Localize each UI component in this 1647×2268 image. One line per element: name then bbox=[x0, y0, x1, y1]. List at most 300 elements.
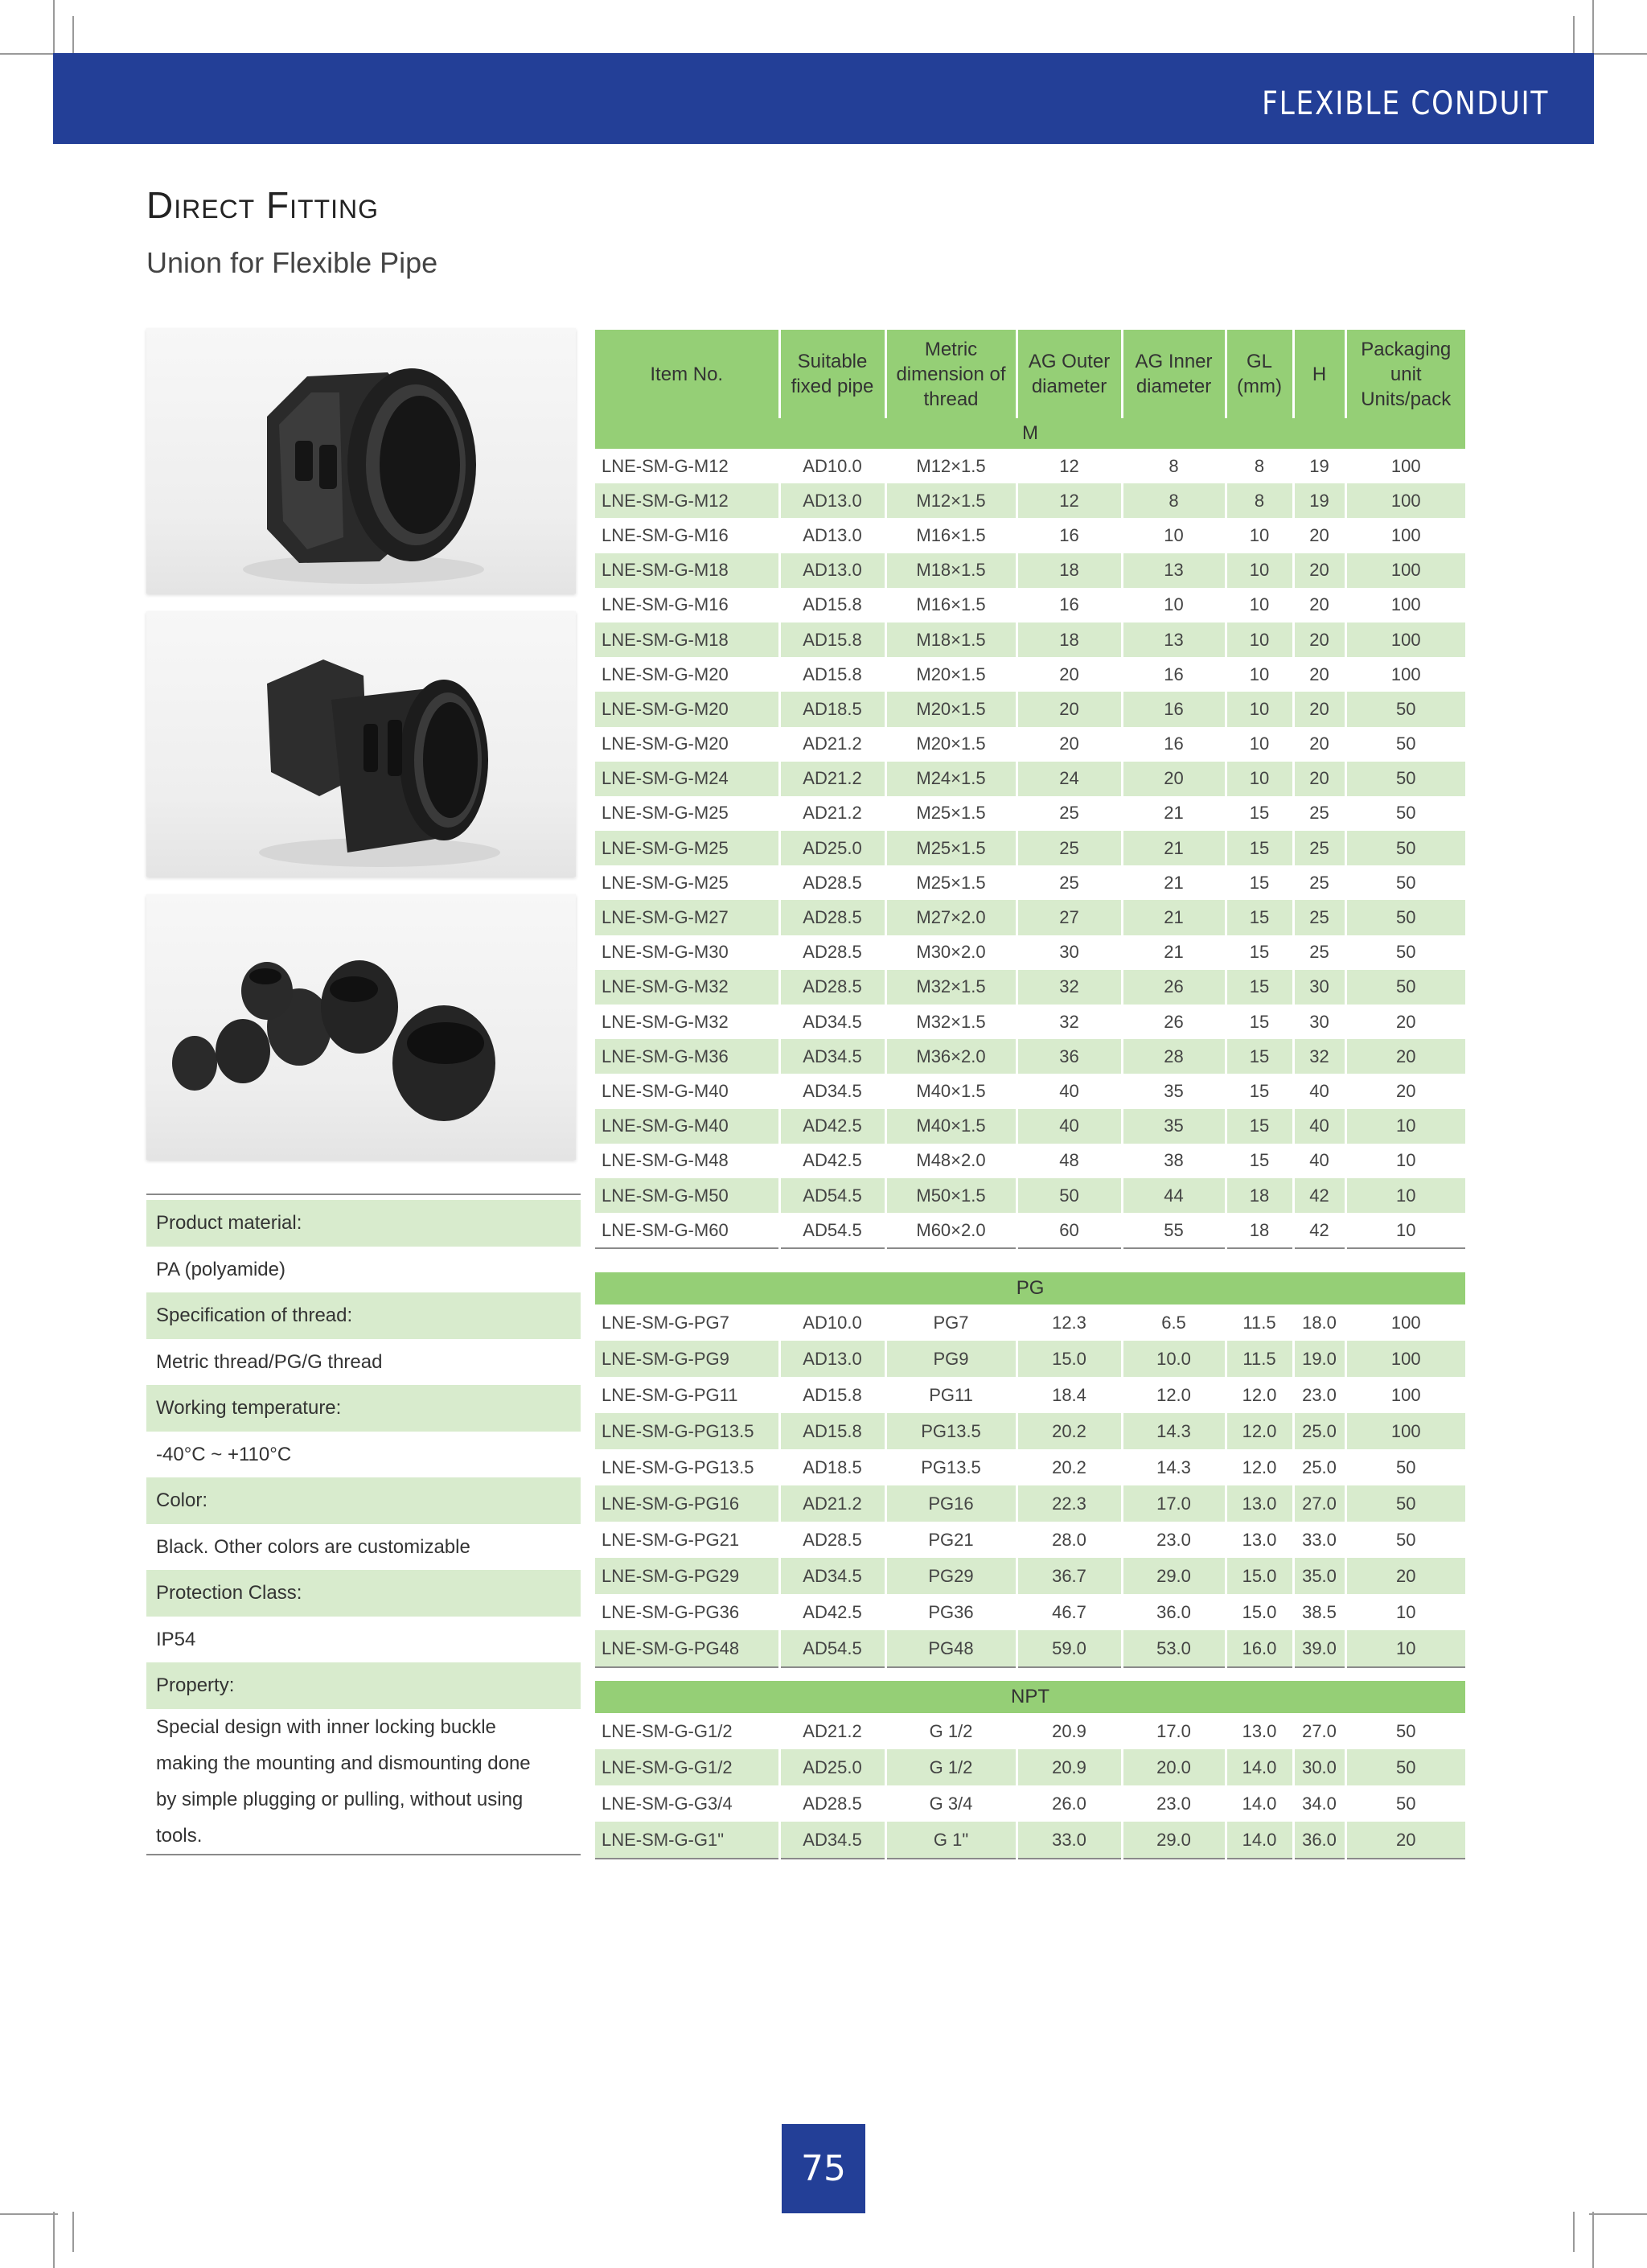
table-cell: 21 bbox=[1122, 935, 1226, 970]
crop-mark bbox=[0, 53, 58, 55]
item-number-cell: LNE-SM-G-M36 bbox=[595, 1039, 779, 1074]
table-cell: 100 bbox=[1390, 594, 1421, 615]
table-cell: PG13.5 bbox=[885, 1449, 1017, 1485]
item-number-cell: LNE-SM-G-PG16 bbox=[595, 1485, 779, 1522]
item-number-cell: LNE-SM-G-M50 bbox=[595, 1178, 779, 1213]
table-cell: M32×1.5 bbox=[885, 1005, 1017, 1039]
table-row bbox=[595, 970, 1465, 1005]
col-header: Packaging unit Units/pack bbox=[1345, 330, 1465, 418]
table-cell: AD28.5 bbox=[779, 970, 885, 1005]
item-number-cell: LNE-SM-G-M25 bbox=[595, 831, 779, 865]
table-cell: 10 bbox=[1226, 588, 1293, 622]
table-cell: 6.5 bbox=[1122, 1305, 1226, 1341]
table-cell: 60 bbox=[1017, 1213, 1122, 1248]
table-cell: 100 bbox=[1345, 483, 1465, 518]
col-header: H bbox=[1293, 330, 1345, 418]
table-cell: AD28.5 bbox=[779, 1785, 885, 1822]
table-cell: 30 bbox=[1293, 970, 1345, 1005]
table-cell: 22.3 bbox=[1017, 1485, 1122, 1522]
table-cell: 16 bbox=[1017, 588, 1122, 622]
table-cell: 50 bbox=[1396, 872, 1416, 893]
spec-value-property-line: tools. bbox=[156, 1824, 203, 1847]
item-number-cell: LNE-SM-G-M48 bbox=[595, 1144, 779, 1178]
table-cell: 28.0 bbox=[1017, 1522, 1122, 1558]
table-row bbox=[595, 622, 1465, 657]
table-cell: 16 bbox=[1122, 727, 1226, 762]
table-cell: 42 bbox=[1293, 1178, 1345, 1213]
table-cell: PG29 bbox=[885, 1558, 1017, 1594]
table-cell: 25 bbox=[1293, 796, 1345, 831]
table-cell: M32×1.5 bbox=[885, 970, 1017, 1005]
spec-value-property-line: by simple plugging or pulling, without using bbox=[156, 1788, 524, 1810]
table-cell: 20 bbox=[1396, 1011, 1416, 1032]
table-cell: 16.0 bbox=[1226, 1630, 1293, 1667]
table-row bbox=[595, 1341, 1465, 1377]
table-cell: 100 bbox=[1345, 553, 1465, 588]
table-cell: 24 bbox=[1017, 762, 1122, 796]
item-number-cell: LNE-SM-G-G3/4 bbox=[595, 1785, 779, 1822]
table-cell: 20 bbox=[1293, 622, 1345, 657]
table-cell: 21 bbox=[1122, 831, 1226, 865]
table-row bbox=[595, 1144, 1465, 1178]
item-number-cell: LNE-SM-G-PG13.5 bbox=[595, 1413, 779, 1449]
table-cell: 50 bbox=[1396, 803, 1416, 824]
table-cell: 14.3 bbox=[1122, 1413, 1226, 1449]
item-number-cell: LNE-SM-G-M18 bbox=[595, 622, 779, 657]
table-cell: AD21.2 bbox=[779, 762, 885, 796]
table-cell: 8 bbox=[1226, 483, 1293, 518]
table-cell: M12×1.5 bbox=[885, 449, 1017, 483]
table-header-row bbox=[595, 330, 1465, 418]
table-row bbox=[595, 588, 1465, 622]
table-cell: 16 bbox=[1122, 657, 1226, 692]
table-cell: 36.0 bbox=[1122, 1594, 1226, 1630]
table-row bbox=[595, 1305, 1465, 1341]
table-cell: 32 bbox=[1017, 1005, 1122, 1039]
table-cell: 19.0 bbox=[1293, 1341, 1345, 1377]
item-number-cell: LNE-SM-G-PG36 bbox=[595, 1594, 779, 1630]
spec-value-protection: IP54 bbox=[156, 1628, 196, 1650]
table-cell: 36.0 bbox=[1293, 1822, 1345, 1859]
item-number-cell: LNE-SM-G-PG7 bbox=[595, 1305, 779, 1341]
table-cell: 29.0 bbox=[1122, 1558, 1226, 1594]
table-cell: 12.0 bbox=[1226, 1413, 1293, 1449]
table-cell: 46.7 bbox=[1017, 1594, 1122, 1630]
col-header: Item No. bbox=[595, 330, 779, 418]
table-cell: AD13.0 bbox=[779, 553, 885, 588]
table-cell: 10 bbox=[1396, 1219, 1416, 1240]
table-cell: 20 bbox=[1396, 1080, 1416, 1101]
crop-mark bbox=[53, 0, 55, 58]
table-cell: AD15.8 bbox=[779, 1377, 885, 1413]
table-cell: AD25.0 bbox=[779, 831, 885, 865]
spec-label-property: Property: bbox=[146, 1662, 581, 1709]
crop-mark bbox=[1592, 0, 1594, 58]
table-cell: 50 bbox=[1396, 1457, 1416, 1477]
table-cell: AD34.5 bbox=[779, 1822, 885, 1859]
crop-mark bbox=[1592, 2212, 1594, 2268]
table-row bbox=[595, 1074, 1465, 1108]
table-cell: 15 bbox=[1226, 1005, 1293, 1039]
table-cell: 100 bbox=[1345, 1341, 1465, 1377]
table-cell: 15.0 bbox=[1017, 1341, 1122, 1377]
table-cell: 13 bbox=[1122, 553, 1226, 588]
table-cell: 100 bbox=[1390, 524, 1421, 545]
table-cell: 35 bbox=[1122, 1074, 1226, 1108]
spec-table-m bbox=[595, 330, 1465, 1249]
table-cell: M60×2.0 bbox=[885, 1213, 1017, 1248]
table-cell: 21 bbox=[1122, 865, 1226, 900]
table-cell: 35.0 bbox=[1293, 1558, 1345, 1594]
table-cell: AD54.5 bbox=[779, 1178, 885, 1213]
section-header-row bbox=[595, 1272, 1465, 1305]
table-cell: 50 bbox=[1345, 762, 1465, 796]
table-cell: 15.0 bbox=[1226, 1594, 1293, 1630]
crop-mark bbox=[1573, 16, 1575, 58]
item-number-cell: LNE-SM-G-M20 bbox=[595, 692, 779, 726]
col-header: Metric dimension of thread bbox=[885, 330, 1017, 418]
table-cell: M48×2.0 bbox=[885, 1144, 1017, 1178]
table-cell: 13.0 bbox=[1226, 1485, 1293, 1522]
table-cell: 13.0 bbox=[1226, 1522, 1293, 1558]
item-number-cell: LNE-SM-G-M32 bbox=[595, 970, 779, 1005]
table-cell: 50 bbox=[1345, 1749, 1465, 1785]
table-cell: 10 bbox=[1226, 657, 1293, 692]
table-cell: 18.0 bbox=[1293, 1305, 1345, 1341]
spec-value-property-line: making the mounting and dismounting done bbox=[156, 1752, 531, 1774]
table-row bbox=[595, 1485, 1465, 1522]
table-row bbox=[595, 1413, 1465, 1449]
table-cell: M12×1.5 bbox=[885, 483, 1017, 518]
table-cell: 25 bbox=[1293, 900, 1345, 935]
table-cell: M40×1.5 bbox=[885, 1109, 1017, 1144]
table-cell: G 1" bbox=[885, 1822, 1017, 1859]
table-row bbox=[595, 1449, 1465, 1485]
table-cell: AD28.5 bbox=[779, 900, 885, 935]
table-cell: AD34.5 bbox=[779, 1558, 885, 1594]
table-cell: 10.0 bbox=[1122, 1341, 1226, 1377]
spec-value-material: PA (polyamide) bbox=[156, 1258, 285, 1280]
item-number-cell: LNE-SM-G-G1/2 bbox=[595, 1749, 779, 1785]
item-number-cell: LNE-SM-G-M16 bbox=[595, 518, 779, 553]
table-cell: 18.4 bbox=[1017, 1377, 1122, 1413]
table-cell: M25×1.5 bbox=[885, 865, 1017, 900]
table-cell: 15 bbox=[1226, 831, 1293, 865]
table-cell: 44 bbox=[1122, 1178, 1226, 1213]
item-number-cell: LNE-SM-G-M40 bbox=[595, 1074, 779, 1108]
item-number-cell: LNE-SM-G-M60 bbox=[595, 1213, 779, 1248]
table-row bbox=[595, 900, 1465, 935]
table-cell: 20 bbox=[1293, 762, 1345, 796]
table-cell: M50×1.5 bbox=[885, 1178, 1017, 1213]
table-cell: M40×1.5 bbox=[885, 1074, 1017, 1108]
table-cell: 50 bbox=[1396, 942, 1416, 963]
table-cell: 40 bbox=[1293, 1109, 1345, 1144]
table-cell: 100 bbox=[1345, 622, 1465, 657]
table-cell: 50 bbox=[1396, 733, 1416, 754]
table-cell: 30 bbox=[1293, 1005, 1345, 1039]
table-row bbox=[595, 935, 1465, 970]
table-cell: M36×2.0 bbox=[885, 1039, 1017, 1074]
table-cell: 12.3 bbox=[1017, 1305, 1122, 1341]
table-row bbox=[595, 1522, 1465, 1558]
table-cell: AD21.2 bbox=[779, 796, 885, 831]
table-row bbox=[595, 657, 1465, 692]
item-number-cell: LNE-SM-G-PG48 bbox=[595, 1630, 779, 1667]
section-label: M bbox=[595, 418, 1465, 449]
table-cell: 23.0 bbox=[1122, 1522, 1226, 1558]
table-cell: 100 bbox=[1390, 455, 1421, 476]
table-cell: AD21.2 bbox=[779, 1713, 885, 1749]
table-cell: 25 bbox=[1293, 935, 1345, 970]
table-cell: M27×2.0 bbox=[885, 900, 1017, 935]
table-cell: 48 bbox=[1017, 1144, 1122, 1178]
table-cell: 39.0 bbox=[1293, 1630, 1345, 1667]
spec-table-pg bbox=[595, 1272, 1465, 1668]
table-cell: 15 bbox=[1226, 900, 1293, 935]
table-cell: 50 bbox=[1345, 970, 1465, 1005]
table-cell: 15 bbox=[1226, 1109, 1293, 1144]
table-cell: 10 bbox=[1226, 553, 1293, 588]
table-cell: 23.0 bbox=[1122, 1785, 1226, 1822]
table-row bbox=[595, 1785, 1465, 1822]
page-title: Direct Fitting bbox=[146, 184, 379, 226]
table-cell: 20.9 bbox=[1017, 1749, 1122, 1785]
table-cell: AD13.0 bbox=[779, 1341, 885, 1377]
table-cell: 50 bbox=[1345, 900, 1465, 935]
table-cell: 12.0 bbox=[1226, 1449, 1293, 1485]
item-number-cell: LNE-SM-G-PG9 bbox=[595, 1341, 779, 1377]
table-cell: 10 bbox=[1226, 518, 1293, 553]
table-cell: 30 bbox=[1017, 935, 1122, 970]
table-cell: 100 bbox=[1390, 1312, 1421, 1333]
table-cell: 18 bbox=[1017, 622, 1122, 657]
page-number: 75 bbox=[782, 2124, 865, 2213]
table-cell: 50 bbox=[1345, 1485, 1465, 1522]
table-cell: 21 bbox=[1122, 796, 1226, 831]
table-cell: 40 bbox=[1293, 1074, 1345, 1108]
table-row bbox=[595, 518, 1465, 553]
table-cell: PG11 bbox=[885, 1377, 1017, 1413]
spec-block bbox=[146, 1194, 581, 1855]
table-cell: 50 bbox=[1017, 1178, 1122, 1213]
table-cell: AD10.0 bbox=[779, 449, 885, 483]
table-cell: 21 bbox=[1122, 900, 1226, 935]
table-cell: M20×1.5 bbox=[885, 657, 1017, 692]
item-number-cell: LNE-SM-G-M12 bbox=[595, 483, 779, 518]
table-cell: AD13.0 bbox=[779, 518, 885, 553]
table-row bbox=[595, 1109, 1465, 1144]
table-cell: 8 bbox=[1122, 449, 1226, 483]
table-cell: 28 bbox=[1122, 1039, 1226, 1074]
table-cell: AD34.5 bbox=[779, 1074, 885, 1108]
table-cell: 26 bbox=[1122, 970, 1226, 1005]
table-cell: 20 bbox=[1293, 692, 1345, 726]
table-cell: 53.0 bbox=[1122, 1630, 1226, 1667]
table-cell: 25 bbox=[1017, 865, 1122, 900]
table-cell: 15 bbox=[1226, 1074, 1293, 1108]
table-cell: 40 bbox=[1017, 1109, 1122, 1144]
table-cell: 25 bbox=[1017, 831, 1122, 865]
table-cell: M25×1.5 bbox=[885, 796, 1017, 831]
table-cell: 50 bbox=[1396, 1529, 1416, 1550]
table-cell: 23.0 bbox=[1293, 1377, 1345, 1413]
table-row bbox=[595, 1713, 1465, 1749]
table-cell: 32 bbox=[1017, 970, 1122, 1005]
table-cell: 10 bbox=[1345, 1109, 1465, 1144]
table-cell: 15 bbox=[1226, 1144, 1293, 1178]
table-cell: 30.0 bbox=[1293, 1749, 1345, 1785]
spec-label-material: Product material: bbox=[146, 1200, 581, 1247]
table-cell: 11.5 bbox=[1226, 1305, 1293, 1341]
item-number-cell: LNE-SM-G-M18 bbox=[595, 553, 779, 588]
item-number-cell: LNE-SM-G-PG13.5 bbox=[595, 1449, 779, 1485]
spec-label-protection: Protection Class: bbox=[146, 1570, 581, 1617]
product-photo-angle bbox=[146, 611, 576, 877]
table-cell: 40 bbox=[1293, 1144, 1345, 1178]
table-cell: 11.5 bbox=[1226, 1341, 1293, 1377]
table-cell: PG7 bbox=[885, 1305, 1017, 1341]
table-cell: M24×1.5 bbox=[885, 762, 1017, 796]
table-cell: 20 bbox=[1293, 727, 1345, 762]
item-number-cell: LNE-SM-G-M20 bbox=[595, 727, 779, 762]
table-cell: 10 bbox=[1226, 692, 1293, 726]
table-cell: 13.0 bbox=[1226, 1713, 1293, 1749]
table-cell: 36 bbox=[1017, 1039, 1122, 1074]
table-cell: 15 bbox=[1226, 935, 1293, 970]
table-cell: AD34.5 bbox=[779, 1005, 885, 1039]
spec-label-color: Color: bbox=[146, 1477, 581, 1524]
table-row bbox=[595, 1178, 1465, 1213]
table-cell: 8 bbox=[1122, 483, 1226, 518]
table-cell: G 1/2 bbox=[885, 1749, 1017, 1785]
table-cell: 33.0 bbox=[1293, 1522, 1345, 1558]
table-cell: 14.0 bbox=[1226, 1822, 1293, 1859]
table-cell: M25×1.5 bbox=[885, 831, 1017, 865]
table-cell: 12.0 bbox=[1226, 1377, 1293, 1413]
crop-mark bbox=[72, 2212, 74, 2252]
spec-value-property-line: Special design with inner locking buckle bbox=[156, 1715, 496, 1738]
table-row bbox=[595, 1749, 1465, 1785]
table-cell: 15 bbox=[1226, 970, 1293, 1005]
table-cell: 10 bbox=[1122, 518, 1226, 553]
table-cell: 14.3 bbox=[1122, 1449, 1226, 1485]
table-row bbox=[595, 1039, 1465, 1074]
table-cell: 20 bbox=[1293, 518, 1345, 553]
item-number-cell: LNE-SM-G-PG21 bbox=[595, 1522, 779, 1558]
table-cell: 20 bbox=[1345, 1558, 1465, 1594]
table-cell: 50 bbox=[1345, 831, 1465, 865]
table-cell: 38 bbox=[1122, 1144, 1226, 1178]
item-number-cell: LNE-SM-G-M25 bbox=[595, 865, 779, 900]
table-cell: 18 bbox=[1017, 553, 1122, 588]
table-cell: 20.2 bbox=[1017, 1413, 1122, 1449]
item-number-cell: LNE-SM-G-M25 bbox=[595, 796, 779, 831]
spec-label-thread: Specification of thread: bbox=[146, 1292, 581, 1339]
table-cell: 12.0 bbox=[1122, 1377, 1226, 1413]
table-cell: 38.5 bbox=[1293, 1594, 1345, 1630]
item-number-cell: LNE-SM-G-M40 bbox=[595, 1109, 779, 1144]
table-cell: 18 bbox=[1226, 1178, 1293, 1213]
table-cell: 20.0 bbox=[1122, 1749, 1226, 1785]
table-cell: 10 bbox=[1226, 762, 1293, 796]
table-cell: 27.0 bbox=[1293, 1713, 1345, 1749]
table-cell: AD15.8 bbox=[779, 1413, 885, 1449]
table-cell: 14.0 bbox=[1226, 1749, 1293, 1785]
section-label: PG bbox=[595, 1272, 1465, 1305]
table-cell: 26 bbox=[1122, 1005, 1226, 1039]
table-cell: 50 bbox=[1396, 1720, 1416, 1741]
table-cell: AD18.5 bbox=[779, 1449, 885, 1485]
table-cell: 20 bbox=[1345, 1039, 1465, 1074]
table-row bbox=[595, 1558, 1465, 1594]
spec-value-thread: Metric thread/PG/G thread bbox=[156, 1350, 383, 1373]
table-cell: 20 bbox=[1017, 692, 1122, 726]
spec-value-temperature: -40°C ~ +110°C bbox=[156, 1443, 292, 1465]
header-banner bbox=[53, 53, 1594, 144]
table-row bbox=[595, 449, 1465, 483]
crop-mark bbox=[1573, 2212, 1575, 2252]
col-header: GL (mm) bbox=[1226, 330, 1293, 418]
table-cell: AD15.8 bbox=[779, 622, 885, 657]
spec-table-npt bbox=[595, 1681, 1465, 1859]
table-cell: G 3/4 bbox=[885, 1785, 1017, 1822]
table-cell: 20 bbox=[1293, 588, 1345, 622]
table-cell: 25.0 bbox=[1293, 1449, 1345, 1485]
table-cell: AD18.5 bbox=[779, 692, 885, 726]
table-cell: 17.0 bbox=[1122, 1485, 1226, 1522]
table-cell: 20 bbox=[1017, 657, 1122, 692]
table-cell: 10 bbox=[1226, 727, 1293, 762]
table-cell: 32 bbox=[1293, 1039, 1345, 1074]
table-cell: 27.0 bbox=[1293, 1485, 1345, 1522]
crop-mark bbox=[72, 16, 74, 58]
table-cell: AD15.8 bbox=[779, 588, 885, 622]
page-subtitle: Union for Flexible Pipe bbox=[146, 246, 438, 279]
table-cell: PG13.5 bbox=[885, 1413, 1017, 1449]
section-header-row bbox=[595, 1681, 1465, 1713]
table-cell: 14.0 bbox=[1226, 1785, 1293, 1822]
table-cell: G 1/2 bbox=[885, 1713, 1017, 1749]
table-cell: AD21.2 bbox=[779, 1485, 885, 1522]
table-cell: 20 bbox=[1345, 1822, 1465, 1859]
table-row bbox=[595, 1822, 1465, 1859]
table-cell: PG9 bbox=[885, 1341, 1017, 1377]
crop-mark bbox=[53, 2212, 55, 2268]
table-cell: 18 bbox=[1226, 1213, 1293, 1248]
item-number-cell: LNE-SM-G-M32 bbox=[595, 1005, 779, 1039]
table-cell: 35 bbox=[1122, 1109, 1226, 1144]
table-cell: 10 bbox=[1122, 588, 1226, 622]
table-cell: 15 bbox=[1226, 1039, 1293, 1074]
table-cell: 100 bbox=[1345, 1413, 1465, 1449]
table-cell: M30×2.0 bbox=[885, 935, 1017, 970]
table-cell: 19 bbox=[1293, 483, 1345, 518]
table-row bbox=[595, 762, 1465, 796]
table-cell: 25.0 bbox=[1293, 1413, 1345, 1449]
table-cell: 20 bbox=[1293, 657, 1345, 692]
table-row bbox=[595, 1377, 1465, 1413]
table-cell: 12 bbox=[1017, 449, 1122, 483]
table-row bbox=[595, 727, 1465, 762]
section-label: NPT bbox=[595, 1681, 1465, 1713]
table-cell: AD21.2 bbox=[779, 727, 885, 762]
item-number-cell: LNE-SM-G-PG11 bbox=[595, 1377, 779, 1413]
col-header: AG Inner diameter bbox=[1122, 330, 1226, 418]
table-cell: 15 bbox=[1226, 796, 1293, 831]
table-cell: PG16 bbox=[885, 1485, 1017, 1522]
item-number-cell: LNE-SM-G-G1" bbox=[595, 1822, 779, 1859]
